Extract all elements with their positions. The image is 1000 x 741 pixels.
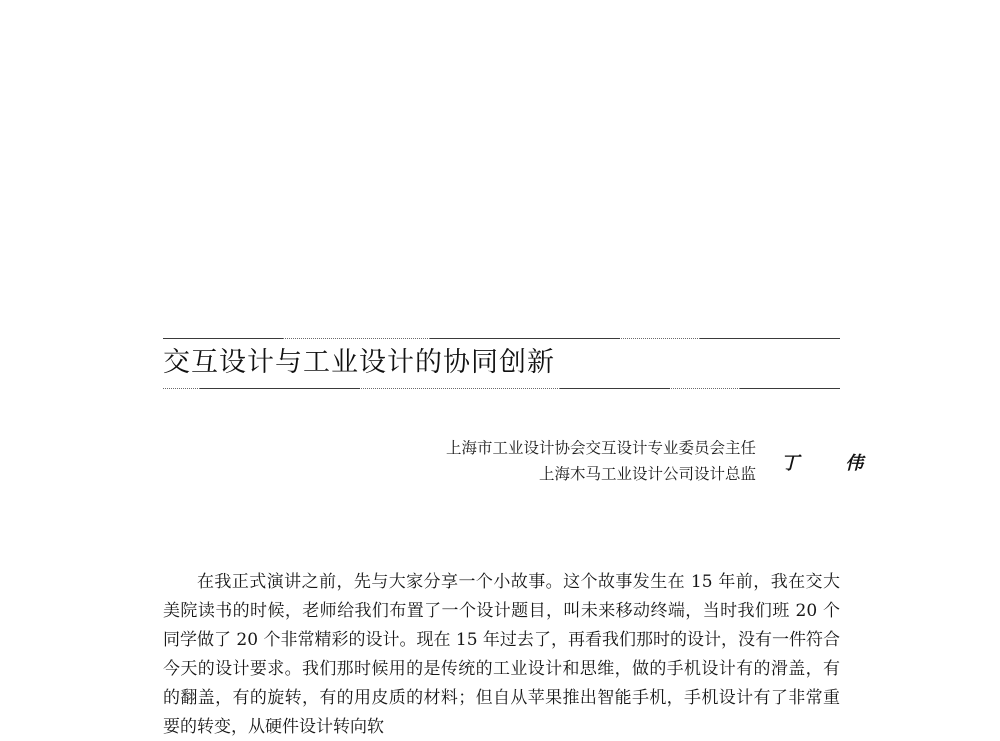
article-body [163, 568, 840, 741]
title-top-rule-segment [700, 338, 840, 339]
title-top-rule-segment [163, 338, 283, 339]
affiliation-line: 上海市工业设计协会交互设计专业委员会主任 [445, 439, 756, 457]
title-bottom-rule-segment [560, 388, 670, 389]
author-name: 丁 伟 [781, 453, 884, 474]
title-top-rule-segment [430, 338, 620, 339]
title-bottom-rule-segment [740, 388, 840, 389]
title-bottom-rule-segment [200, 388, 360, 389]
affiliation-line: 上海木马工业设计公司设计总监 [538, 465, 756, 483]
author-affiliation [446, 435, 756, 487]
body-paragraph: 在我正式演讲之前，先与大家分享一个小故事。这个故事发生在 15 年前，我在交大美院读书的时候，老师给我们布置了一个设计题目，叫未来移动终端，当时我们班 20 个同学做了 20 个非常精彩的设计。现在 15 年过去了，再看我们那时的设计，没有一件符合今天的设计要求。我们那时候用的是传统的工业设计和思维，做的手机设计有的滑盖，有的翻盖，有的旋转，有的用皮质的材料；但自从苹果推出智能手机，手机设计有了非常重要的转变，从硬件设计转向软 [163, 572, 840, 737]
article-title: 交互设计与工业设计的协同创新 [163, 347, 555, 378]
